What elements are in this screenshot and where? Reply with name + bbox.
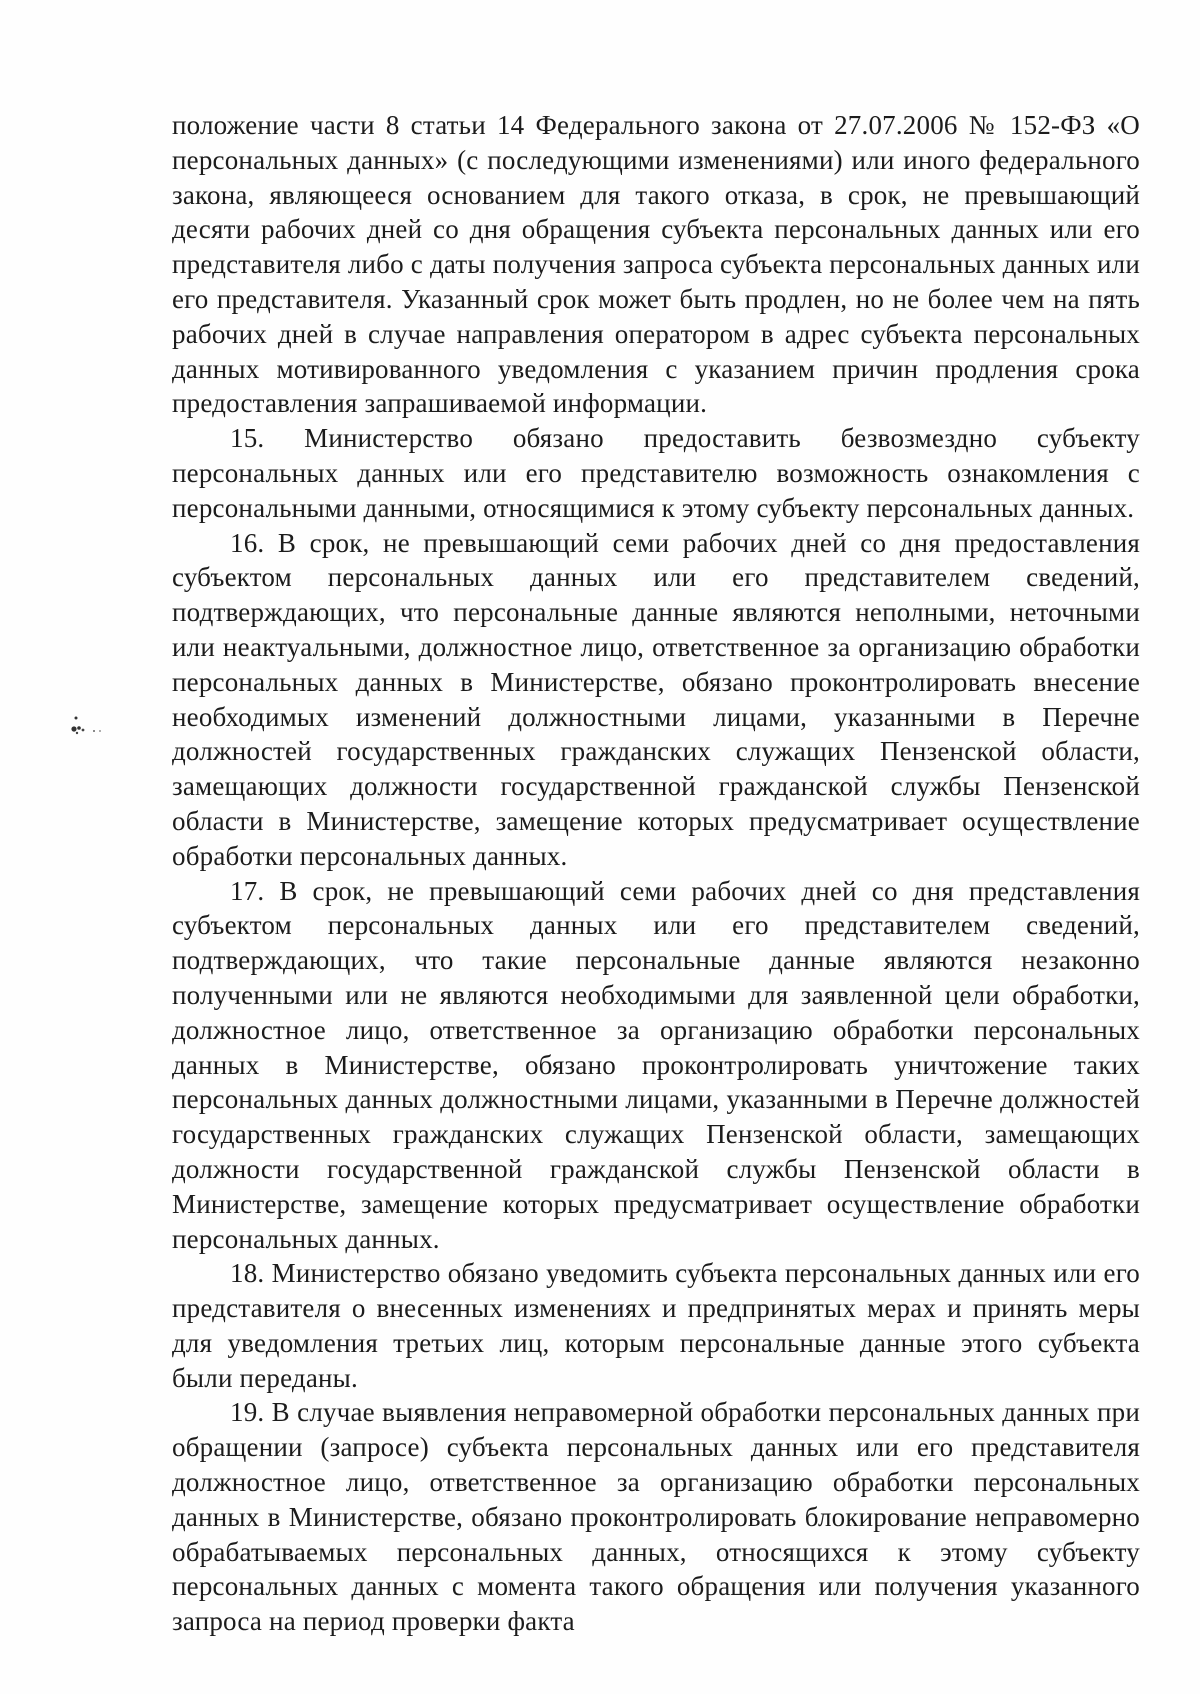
paragraph-17: 17. В срок, не превышающий семи рабочих дней со дня представления субъектом персональных данных или его представителем сведений, подтверждающих, что такие персональные данные являются незаконно полученными или не являются необходимыми для заявленной цели обработки, должностное лицо, ответственное за организацию обработки персональных данных в Министерстве, обязано проконтролировать уничтожение таких персональных данных должностными лицами, указанными в Перечне должностей государственных гражданских служащих Пензенской области, замещающих должности государственной гражданской службы Пензенской области в Министерстве, замещение которых предусматривает осуществление обработки персональных данных. [172, 875, 1140, 1254]
paragraph-16: 16. В срок, не превышающий семи рабочих дней со дня предоставления субъектом персональных данных или его представителем сведений, подтверждающих, что персональные данные являются неполными, неточными или неактуальными, должностное лицо, ответственное за организацию обработки персональных данных в Министерстве, обязано проконтролировать внесение необходимых изменений должностными лицами, указанными в Перечне должностей государственных гражданских служащих Пензенской области, замещающих должности государственной гражданской службы Пензенской области в Министерстве, замещение которых предусматривает осуществление обработки персональных данных. [172, 527, 1140, 871]
document-body [172, 108, 1140, 1639]
paragraph-15: 15. Министерство обязано предоставить безвозмездно субъекту персональных данных или его представителю возможность ознакомления с персональными данными, относящимися к этому субъекту персональных данных. [172, 423, 1140, 523]
paragraph-14-continuation: положение части 8 статьи 14 Федерального закона от 27.07.2006 № 152-ФЗ «О персональных данных» (с последующими изменениями) или иного федерального закона, являющееся основанием для такого отказа, в срок, не превышающий десяти рабочих дней со дня обращения субъекта персональных данных или его представителя либо с даты получения запроса субъекта персональных данных или его представителя. Указанный срок может быть продлен, но не более чем на пять рабочих дней в случае направления оператором в адрес субъекта персональных данных мотивированного уведомления с указанием причин продления срока предоставления запрашиваемой информации. [172, 110, 1140, 419]
paragraph-18: 18. Министерство обязано уведомить субъекта персональных данных или его представителя о внесенных изменениях и предпринятых мерах и принять меры для уведомления третьих лиц, которым персональные данные этого субъекта были переданы. [172, 1258, 1140, 1393]
scan-artifact-mark [66, 714, 110, 738]
paragraph-19: 19. В случае выявления неправомерной обработки персональных данных при обращении (запросе) субъекта персональных данных или его представителя должностное лицо, ответственное за организацию обработки персональных данных в Министерстве, обязано проконтролировать блокирование неправомерно обрабатываемых персональных данных, относящихся к этому субъекту персональных данных с момента такого обращения или получения указанного запроса на период проверки факта [172, 1397, 1140, 1637]
